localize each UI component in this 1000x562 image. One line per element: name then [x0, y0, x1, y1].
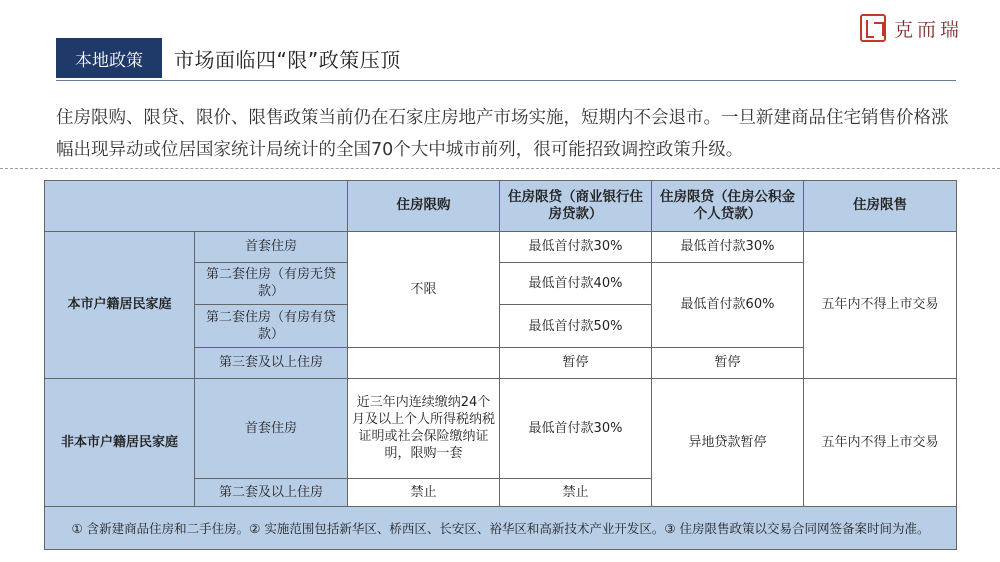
- brand-name: 克而瑞: [894, 18, 964, 41]
- title-underline: [56, 80, 956, 81]
- header-purchase: 住房限购: [348, 181, 500, 232]
- header-sale: 住房限售: [804, 181, 957, 232]
- seal-icon: [860, 14, 886, 42]
- brand-logo: [860, 14, 963, 42]
- table-row: [45, 378, 957, 478]
- fund-cell: 最低首付款60%: [652, 262, 804, 348]
- row-label: 第三套及以上住房: [195, 348, 348, 379]
- page-title: 市场面临四“限”政策压顶: [174, 48, 401, 72]
- table-note: ① 含新建商品住房和二手住房。② 实施范围包括新华区、桥西区、长安区、裕华区和高新技术产业开发区。③ 住房限售政策以交易合同网签备案时间为准。: [45, 507, 957, 550]
- table-header-row: [45, 181, 957, 232]
- header-blank: [45, 181, 348, 232]
- row-label: 首套住房: [195, 378, 348, 478]
- nonlocal-fund: 异地贷款暂停: [652, 378, 804, 506]
- table-note-row: [45, 507, 957, 550]
- nonlocal-sale: 五年内不得上市交易: [804, 378, 957, 506]
- commercial-cell: 最低首付款30%: [500, 231, 652, 262]
- table-row: [45, 231, 957, 262]
- group-local: 本市户籍居民家庭: [45, 231, 195, 378]
- local-purchase-third: [348, 348, 500, 379]
- commercial-cell: 禁止: [500, 478, 652, 507]
- header-commercial-loan: 住房限贷（商业银行住房贷款）: [500, 181, 652, 232]
- intro-paragraph: 住房限购、限贷、限价、限售政策当前仍在石家庄房地产市场实施，短期内不会退市。一旦新建商品住宅销售价格涨幅出现异动或位居国家统计局统计的全国70个大中城市前列，很可能招致调控政策升级。: [56, 108, 949, 160]
- group-nonlocal: 非本市户籍居民家庭: [45, 378, 195, 506]
- nonlocal-purchase: 近三年内连续缴纳24个月及以上个人所得税纳税证明或社会保险缴纳证明，限购一套: [348, 378, 500, 478]
- dashed-divider: [0, 168, 1000, 169]
- commercial-cell: 最低首付款50%: [500, 305, 652, 348]
- nonlocal-purchase: 禁止: [348, 478, 500, 507]
- row-label: 第二套住房（有房有贷款）: [195, 305, 348, 348]
- local-sale: 五年内不得上市交易: [804, 231, 957, 378]
- fund-cell: 暂停: [652, 348, 804, 379]
- section-tag: 本地政策: [56, 38, 162, 78]
- local-purchase: 不限: [348, 231, 500, 347]
- commercial-cell: 最低首付款30%: [500, 378, 652, 478]
- row-label: 首套住房: [195, 231, 348, 262]
- policy-table: [44, 180, 957, 550]
- commercial-cell: 暂停: [500, 348, 652, 379]
- row-label: 第二套及以上住房: [195, 478, 348, 507]
- header-fund-loan: 住房限贷（住房公积金个人贷款）: [652, 181, 804, 232]
- commercial-cell: 最低首付款40%: [500, 262, 652, 305]
- fund-cell: 最低首付款30%: [652, 231, 804, 262]
- row-label: 第二套住房（有房无贷款）: [195, 262, 348, 305]
